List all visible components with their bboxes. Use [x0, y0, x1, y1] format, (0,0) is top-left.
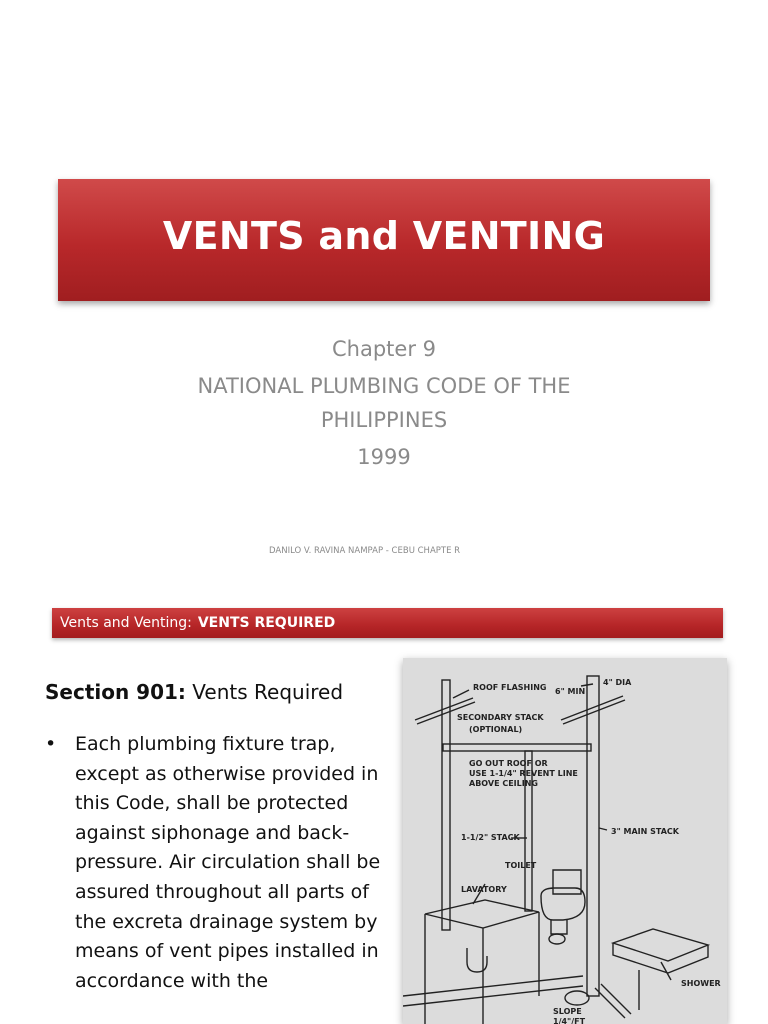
chapter-label: Chapter 9: [332, 337, 436, 361]
label-main-stack: 3" MAIN STACK: [611, 827, 679, 836]
label-small-stack: 1-1/2" STACK: [461, 833, 520, 842]
vent-connector: [443, 744, 591, 751]
label-min: 6" MIN: [555, 687, 586, 696]
diagram-svg: [403, 658, 727, 1024]
code-title-line2: PHILIPPINES: [320, 408, 448, 432]
section-heading: [45, 680, 343, 704]
plumbing-vent-diagram: [403, 658, 727, 1024]
subtitle-block: [100, 334, 668, 479]
label-secondary-stack: SECONDARY STACK: [457, 713, 544, 722]
label-slope-rate: 1/4"/FT: [553, 1017, 586, 1024]
banner-topic: VENTS REQUIRED: [197, 615, 336, 631]
shower-pan: [613, 929, 708, 973]
title-banner: [58, 179, 710, 301]
label-optional: (OPTIONAL): [469, 725, 523, 734]
toilet-shape: [541, 870, 585, 934]
main-stack-pipe: [587, 676, 599, 996]
bullet-item: [45, 730, 390, 996]
section-title: Vents Required: [192, 680, 344, 704]
label-toilet: TOILET: [505, 861, 537, 870]
section-banner: [52, 608, 723, 638]
label-lavatory: LAVATORY: [461, 885, 507, 894]
section-number: Section 901:: [45, 680, 186, 704]
label-slope: SLOPE: [553, 1007, 582, 1016]
cleanout-fitting: [565, 991, 589, 1005]
diagram-labels: [457, 678, 721, 1024]
label-roof-flashing: ROOF FLASHING: [473, 683, 547, 692]
label-go-out-1: GO OUT ROOF OR: [469, 759, 548, 768]
slide-title: VENTS and VENTING: [162, 214, 606, 258]
label-go-out-3: ABOVE CEILING: [469, 779, 538, 788]
bullet-marker: •: [45, 733, 57, 755]
banner-prefix: Vents and Venting:: [60, 615, 192, 631]
code-title-line1: NATIONAL PLUMBING CODE OF THE: [197, 374, 571, 398]
label-go-out-2: USE 1-1/4" REVENT LINE: [469, 769, 578, 778]
lavatory-trap: [467, 948, 487, 972]
roof-flashing-right: [561, 696, 623, 720]
lavatory-cabinet: [425, 900, 539, 1024]
drain-line: [403, 976, 583, 1006]
label-shower: SHOWER: [681, 979, 721, 988]
secondary-stack-pipe: [442, 680, 450, 930]
label-dia: 4" DIA: [603, 678, 632, 687]
bullet-text: Each plumbing fixture trap, except as otherwise provided in this Code, shall be protected against siphonage and back-pressure. Air circulation shall be assured throughout all parts of the excreta drainage system by means of vent pipes installed in accordance with the: [75, 733, 381, 992]
year-label: 1999: [357, 445, 411, 469]
author-credit: DANILO V. RAVINA NAMPAP - CEBU CHAPTE R: [269, 546, 461, 556]
